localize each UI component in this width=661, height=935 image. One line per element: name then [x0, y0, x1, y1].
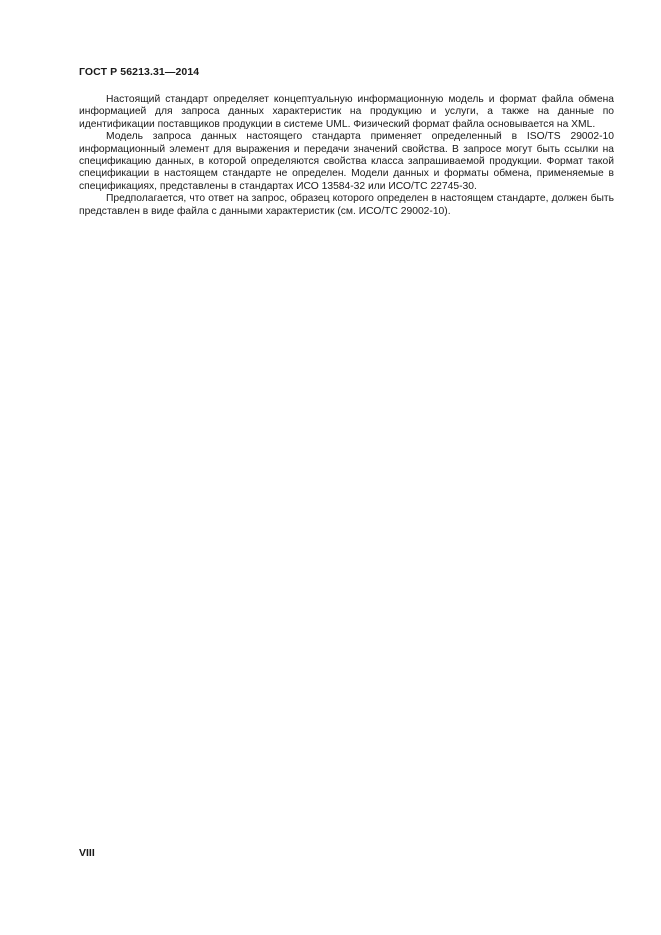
document-header: ГОСТ Р 56213.31—2014: [79, 66, 200, 78]
paragraph: Предполагается, что ответ на запрос, образец которого определен в настоящем стандарте, должен быть представлен в виде файла с данными характеристик (см. ИСО/ТС 29002-10).: [79, 193, 614, 217]
document-body: [79, 94, 614, 218]
paragraph: Модель запроса данных настоящего стандарта применяет определенный в ISO/TS 29002-10 информационный элемент для выражения и передачи значений свойства. В запросе могут быть ссылки на спецификацию данных, в которой определяются свойства класса запрашиваемой продукции. Формат такой спецификации в настоящем стандарте не определен. Модели данных и форматы обмена, применяемые в спецификациях, представлены в стандартах ИСО 13584-32 или ИСО/ТС 22745-30.: [79, 131, 614, 192]
page-number: VIII: [79, 847, 95, 859]
paragraph: Настоящий стандарт определяет концептуальную информационную модель и формат файла обмена информацией для запроса данных характеристик на продукцию и услуги, а также на данные по идентификации поставщиков продукции в системе UML. Физический формат файла основывается на XML.: [79, 94, 614, 130]
